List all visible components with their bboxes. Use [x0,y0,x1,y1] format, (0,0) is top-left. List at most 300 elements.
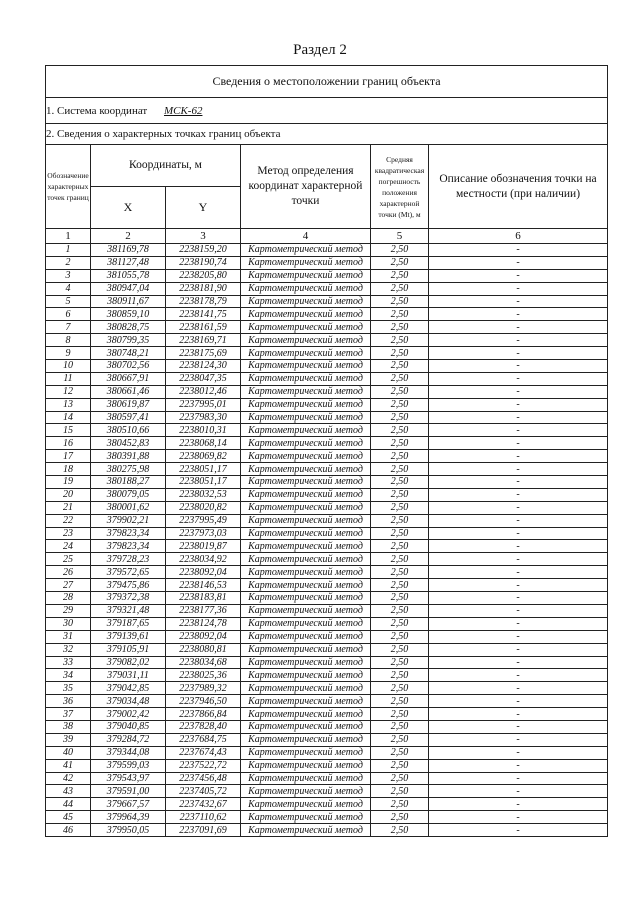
point-id-cell: 19 [46,476,91,489]
x-coordinate-cell: 380079,05 [91,488,166,501]
description-cell: - [429,566,608,579]
x-coordinate-cell: 380391,88 [91,450,166,463]
method-cell: Картометрический метод [241,437,371,450]
x-coordinate-cell: 380452,83 [91,437,166,450]
accuracy-cell: 2,50 [371,411,429,424]
description-cell: - [429,669,608,682]
y-coordinate-cell: 2238124,30 [166,360,241,373]
table-row [46,514,608,527]
x-coordinate-cell: 379572,65 [91,566,166,579]
point-id-cell: 45 [46,811,91,824]
accuracy-cell: 2,50 [371,811,429,824]
y-coordinate-cell: 2238175,69 [166,347,241,360]
y-coordinate-cell: 2237432,67 [166,798,241,811]
method-cell: Картометрический метод [241,514,371,527]
method-cell: Картометрический метод [241,695,371,708]
accuracy-cell: 2,50 [371,733,429,746]
method-cell: Картометрический метод [241,669,371,682]
method-cell: Картометрический метод [241,604,371,617]
column-number-row [46,229,608,244]
y-coordinate-cell: 2238190,74 [166,256,241,269]
method-cell: Картометрический метод [241,553,371,566]
point-id-cell: 39 [46,733,91,746]
accuracy-cell: 2,50 [371,772,429,785]
description-cell: - [429,360,608,373]
table-row [46,824,608,837]
method-cell: Картометрический метод [241,811,371,824]
table-row [46,334,608,347]
x-coordinate-cell: 379667,57 [91,798,166,811]
y-coordinate-cell: 2238092,04 [166,566,241,579]
description-cell: - [429,604,608,617]
method-cell: Картометрический метод [241,488,371,501]
x-coordinate-cell: 380828,75 [91,321,166,334]
point-id-cell: 33 [46,656,91,669]
description-cell: - [429,269,608,282]
x-coordinate-cell: 379964,39 [91,811,166,824]
y-coordinate-cell: 2238025,36 [166,669,241,682]
x-coordinate-cell: 379034,48 [91,695,166,708]
point-id-cell: 9 [46,347,91,360]
point-id-cell: 34 [46,669,91,682]
point-id-cell: 1 [46,244,91,257]
method-cell: Картометрический метод [241,398,371,411]
table-row [46,682,608,695]
y-coordinate-cell: 2237995,49 [166,514,241,527]
description-cell: - [429,372,608,385]
y-coordinate-cell: 2237983,30 [166,411,241,424]
description-cell: - [429,733,608,746]
method-cell: Картометрический метод [241,759,371,772]
description-cell: - [429,334,608,347]
x-coordinate-cell: 379823,34 [91,527,166,540]
x-coordinate-cell: 379002,42 [91,708,166,721]
description-cell: - [429,527,608,540]
x-coordinate-cell: 380275,98 [91,463,166,476]
table-row [46,720,608,733]
table-row [46,695,608,708]
point-id-cell: 29 [46,604,91,617]
accuracy-cell: 2,50 [371,501,429,514]
method-cell: Картометрический метод [241,708,371,721]
y-coordinate-cell: 2238020,82 [166,501,241,514]
y-coordinate-cell: 2237946,50 [166,695,241,708]
table-row [46,669,608,682]
method-cell: Картометрический метод [241,244,371,257]
table-row [46,708,608,721]
x-coordinate-cell: 379187,65 [91,617,166,630]
method-cell: Картометрический метод [241,424,371,437]
y-coordinate-cell: 2238177,36 [166,604,241,617]
method-cell: Картометрический метод [241,501,371,514]
coord-system-row [46,98,608,124]
y-coordinate-cell: 2238161,59 [166,321,241,334]
y-coordinate-cell: 2238080,81 [166,643,241,656]
x-coordinate-cell: 380748,21 [91,347,166,360]
x-coordinate-cell: 379475,86 [91,579,166,592]
accuracy-cell: 2,50 [371,244,429,257]
method-cell: Картометрический метод [241,295,371,308]
x-coordinate-cell: 380667,91 [91,372,166,385]
point-id-cell: 14 [46,411,91,424]
table-row [46,798,608,811]
description-cell: - [429,746,608,759]
description-cell: - [429,514,608,527]
description-cell: - [429,592,608,605]
point-id-cell: 7 [46,321,91,334]
x-coordinate-cell: 381127,48 [91,256,166,269]
point-id-cell: 16 [46,437,91,450]
y-coordinate-cell: 2237405,72 [166,785,241,798]
description-cell: - [429,579,608,592]
method-cell: Картометрический метод [241,733,371,746]
table-row [46,269,608,282]
table-row [46,527,608,540]
point-id-cell: 21 [46,501,91,514]
y-coordinate-cell: 2237110,62 [166,811,241,824]
accuracy-cell: 2,50 [371,540,429,553]
column-number: 2 [91,229,166,244]
point-id-cell: 5 [46,295,91,308]
table-row [46,256,608,269]
description-cell: - [429,630,608,643]
method-cell: Картометрический метод [241,282,371,295]
x-coordinate-cell: 379728,23 [91,553,166,566]
point-id-cell: 2 [46,256,91,269]
accuracy-cell: 2,50 [371,708,429,721]
x-coordinate-cell: 379950,05 [91,824,166,837]
accuracy-cell: 2,50 [371,656,429,669]
description-cell: - [429,476,608,489]
y-coordinate-cell: 2237828,40 [166,720,241,733]
accuracy-cell: 2,50 [371,476,429,489]
method-cell: Картометрический метод [241,372,371,385]
x-coordinate-cell: 380799,35 [91,334,166,347]
accuracy-cell: 2,50 [371,643,429,656]
y-coordinate-cell: 2237989,32 [166,682,241,695]
y-coordinate-cell: 2238068,14 [166,437,241,450]
column-number: 4 [241,229,371,244]
accuracy-cell: 2,50 [371,604,429,617]
y-coordinate-cell: 2238034,92 [166,553,241,566]
accuracy-cell: 2,50 [371,592,429,605]
header-y: Y [166,187,241,229]
y-coordinate-cell: 2238047,35 [166,372,241,385]
table-row [46,772,608,785]
description-cell: - [429,308,608,321]
method-cell: Картометрический метод [241,385,371,398]
points-section-label: 2. Сведения о характерных точках границ объекта [46,124,608,145]
table-row [46,501,608,514]
description-cell: - [429,617,608,630]
method-cell: Картометрический метод [241,824,371,837]
point-id-cell: 37 [46,708,91,721]
column-number: 6 [429,229,608,244]
accuracy-cell: 2,50 [371,424,429,437]
accuracy-cell: 2,50 [371,295,429,308]
point-id-cell: 35 [46,682,91,695]
y-coordinate-cell: 2238051,17 [166,476,241,489]
y-coordinate-cell: 2238181,90 [166,282,241,295]
x-coordinate-cell: 379599,03 [91,759,166,772]
description-cell: - [429,437,608,450]
x-coordinate-cell: 379344,08 [91,746,166,759]
header-description: Описание обозначения точки на местности (при наличии) [429,145,608,229]
x-coordinate-cell: 379082,02 [91,656,166,669]
point-id-cell: 20 [46,488,91,501]
point-id-cell: 15 [46,424,91,437]
accuracy-cell: 2,50 [371,488,429,501]
description-cell: - [429,424,608,437]
accuracy-cell: 2,50 [371,450,429,463]
accuracy-cell: 2,50 [371,682,429,695]
table-row [46,643,608,656]
x-coordinate-cell: 379372,38 [91,592,166,605]
accuracy-cell: 2,50 [371,824,429,837]
x-coordinate-cell: 381055,78 [91,269,166,282]
table-row [46,347,608,360]
x-coordinate-cell: 380510,66 [91,424,166,437]
y-coordinate-cell: 2238141,75 [166,308,241,321]
accuracy-cell: 2,50 [371,798,429,811]
table-row [46,360,608,373]
accuracy-cell: 2,50 [371,695,429,708]
table-row [46,566,608,579]
accuracy-cell: 2,50 [371,785,429,798]
table-row [46,733,608,746]
method-cell: Картометрический метод [241,720,371,733]
point-id-cell: 41 [46,759,91,772]
table-row [46,295,608,308]
accuracy-cell: 2,50 [371,617,429,630]
point-id-cell: 4 [46,282,91,295]
description-cell: - [429,798,608,811]
accuracy-cell: 2,50 [371,746,429,759]
table-row [46,385,608,398]
y-coordinate-cell: 2238019,87 [166,540,241,553]
method-cell: Картометрический метод [241,360,371,373]
header-method: Метод определения координат характерной точки [241,145,371,229]
x-coordinate-cell: 379040,85 [91,720,166,733]
table-row [46,604,608,617]
y-coordinate-cell: 2238034,68 [166,656,241,669]
accuracy-cell: 2,50 [371,759,429,772]
point-id-cell: 23 [46,527,91,540]
y-coordinate-cell: 2237091,69 [166,824,241,837]
x-coordinate-cell: 379543,97 [91,772,166,785]
method-cell: Картометрический метод [241,527,371,540]
x-coordinate-cell: 379042,85 [91,682,166,695]
table-row [46,759,608,772]
description-cell: - [429,785,608,798]
x-coordinate-cell: 380702,56 [91,360,166,373]
table-row [46,785,608,798]
table-row [46,579,608,592]
table-row [46,437,608,450]
accuracy-cell: 2,50 [371,334,429,347]
description-cell: - [429,385,608,398]
accuracy-cell: 2,50 [371,321,429,334]
x-coordinate-cell: 380947,04 [91,282,166,295]
description-cell: - [429,347,608,360]
method-cell: Картометрический метод [241,592,371,605]
y-coordinate-cell: 2238010,31 [166,424,241,437]
accuracy-cell: 2,50 [371,566,429,579]
table-row [46,617,608,630]
page-title: Раздел 2 [293,42,347,58]
accuracy-cell: 2,50 [371,630,429,643]
point-id-cell: 27 [46,579,91,592]
x-coordinate-cell: 380661,46 [91,385,166,398]
header-point-id: Обозначение характерных точек границ [46,145,91,229]
description-cell: - [429,643,608,656]
accuracy-cell: 2,50 [371,256,429,269]
description-cell: - [429,450,608,463]
method-cell: Картометрический метод [241,476,371,489]
coord-system-label: 1. Система координат [46,104,148,117]
point-id-cell: 46 [46,824,91,837]
method-cell: Картометрический метод [241,772,371,785]
method-cell: Картометрический метод [241,411,371,424]
header-accuracy: Средняя квадратическая погрешность положения характерной точки (Mt), м [371,145,429,229]
point-id-cell: 40 [46,746,91,759]
point-id-cell: 6 [46,308,91,321]
point-id-cell: 26 [46,566,91,579]
description-cell: - [429,411,608,424]
accuracy-cell: 2,50 [371,720,429,733]
method-cell: Картометрический метод [241,450,371,463]
point-id-cell: 3 [46,269,91,282]
method-cell: Картометрический метод [241,269,371,282]
table-row [46,411,608,424]
point-id-cell: 32 [46,643,91,656]
boundary-points-table [45,65,608,837]
table-row [46,282,608,295]
table-row [46,372,608,385]
point-id-cell: 44 [46,798,91,811]
table-row [46,746,608,759]
column-number: 1 [46,229,91,244]
y-coordinate-cell: 2237866,84 [166,708,241,721]
table-row [46,424,608,437]
x-coordinate-cell: 379284,72 [91,733,166,746]
accuracy-cell: 2,50 [371,308,429,321]
table-row [46,476,608,489]
accuracy-cell: 2,50 [371,669,429,682]
y-coordinate-cell: 2237973,03 [166,527,241,540]
accuracy-cell: 2,50 [371,269,429,282]
x-coordinate-cell: 379031,11 [91,669,166,682]
point-id-cell: 12 [46,385,91,398]
y-coordinate-cell: 2238032,53 [166,488,241,501]
description-cell: - [429,256,608,269]
method-cell: Картометрический метод [241,566,371,579]
table-row [46,553,608,566]
y-coordinate-cell: 2238183,81 [166,592,241,605]
y-coordinate-cell: 2238012,46 [166,385,241,398]
table-row [46,592,608,605]
accuracy-cell: 2,50 [371,527,429,540]
y-coordinate-cell: 2237684,75 [166,733,241,746]
method-cell: Картометрический метод [241,682,371,695]
accuracy-cell: 2,50 [371,347,429,360]
column-number: 5 [371,229,429,244]
header-coordinates: Координаты, м [91,145,241,187]
method-cell: Картометрический метод [241,308,371,321]
coord-system-value: МСК-62 [163,104,203,117]
point-id-cell: 43 [46,785,91,798]
description-cell: - [429,488,608,501]
accuracy-cell: 2,50 [371,553,429,566]
method-cell: Картометрический метод [241,579,371,592]
method-cell: Картометрический метод [241,785,371,798]
description-cell: - [429,321,608,334]
method-cell: Картометрический метод [241,643,371,656]
method-cell: Картометрический метод [241,617,371,630]
accuracy-cell: 2,50 [371,360,429,373]
description-cell: - [429,463,608,476]
accuracy-cell: 2,50 [371,372,429,385]
description-cell: - [429,501,608,514]
table-row [46,450,608,463]
y-coordinate-cell: 2238069,82 [166,450,241,463]
description-cell: - [429,811,608,824]
x-coordinate-cell: 379823,34 [91,540,166,553]
accuracy-cell: 2,50 [371,385,429,398]
description-cell: - [429,244,608,257]
table-row [46,398,608,411]
y-coordinate-cell: 2237674,43 [166,746,241,759]
description-cell: - [429,695,608,708]
table-row [46,308,608,321]
method-cell: Картометрический метод [241,630,371,643]
description-cell: - [429,656,608,669]
x-coordinate-cell: 380859,10 [91,308,166,321]
description-cell: - [429,540,608,553]
header-x: X [91,187,166,229]
x-coordinate-cell: 381169,78 [91,244,166,257]
point-id-cell: 10 [46,360,91,373]
y-coordinate-cell: 2238205,80 [166,269,241,282]
y-coordinate-cell: 2238146,53 [166,579,241,592]
method-cell: Картометрический метод [241,656,371,669]
x-coordinate-cell: 379105,91 [91,643,166,656]
y-coordinate-cell: 2238124,78 [166,617,241,630]
y-coordinate-cell: 2238178,79 [166,295,241,308]
y-coordinate-cell: 2238159,20 [166,244,241,257]
y-coordinate-cell: 2238169,71 [166,334,241,347]
description-cell: - [429,759,608,772]
table-row [46,463,608,476]
y-coordinate-cell: 2237522,72 [166,759,241,772]
point-id-cell: 31 [46,630,91,643]
point-id-cell: 42 [46,772,91,785]
description-cell: - [429,720,608,733]
point-id-cell: 25 [46,553,91,566]
table-row [46,656,608,669]
description-cell: - [429,824,608,837]
accuracy-cell: 2,50 [371,282,429,295]
table-row [46,630,608,643]
y-coordinate-cell: 2237995,01 [166,398,241,411]
x-coordinate-cell: 380001,62 [91,501,166,514]
table-row [46,540,608,553]
accuracy-cell: 2,50 [371,514,429,527]
point-id-cell: 17 [46,450,91,463]
description-cell: - [429,282,608,295]
method-cell: Картометрический метод [241,540,371,553]
x-coordinate-cell: 379139,61 [91,630,166,643]
